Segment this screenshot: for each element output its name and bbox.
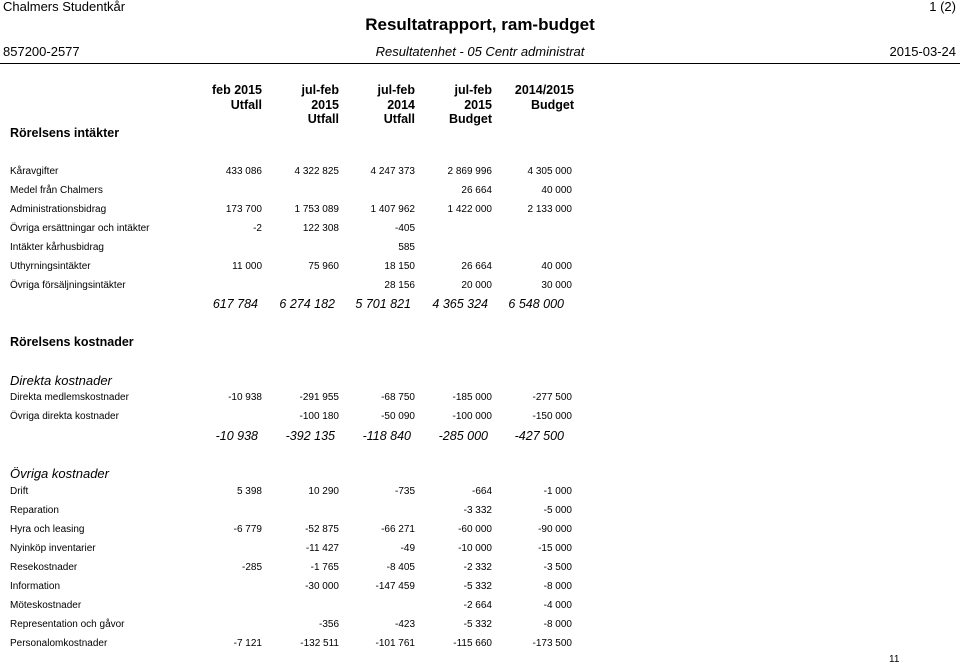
- income-cell: 2 869 996: [447, 166, 492, 177]
- section-title-costs: Rörelsens kostnader: [10, 335, 134, 349]
- other-cost-cell: -8 000: [543, 619, 572, 630]
- income-cell: 173 700: [225, 204, 262, 215]
- other-cost-cell: -15 000: [538, 543, 572, 554]
- income-cell: 26 664: [461, 261, 492, 272]
- report-title: Resultatrapport, ram-budget: [365, 15, 595, 34]
- page-indicator: 1 (2): [929, 0, 956, 14]
- other-cost-cell: 5 398: [236, 486, 262, 497]
- income-total-cell: 5 701 821: [355, 297, 411, 311]
- section-title-income: Rörelsens intäkter: [10, 126, 120, 140]
- direct-cost-row-label: Direkta medlemskostnader: [10, 392, 129, 403]
- other-cost-row-label: Representation och gåvor: [10, 619, 125, 630]
- other-cost-cell: -7 121: [233, 638, 262, 649]
- other-cost-cell: -664: [471, 486, 492, 497]
- income-cell: 1 407 962: [370, 204, 415, 215]
- other-cost-cell: -285: [241, 562, 262, 573]
- other-cost-cell: -3 332: [463, 505, 492, 516]
- income-cell: 18 150: [384, 261, 415, 272]
- income-row-label: Intäkter kårhusbidrag: [10, 242, 104, 253]
- income-cell: 1 753 089: [294, 204, 339, 215]
- column-header-1: feb 2015 Utfall: [211, 83, 262, 112]
- other-cost-cell: -10 000: [458, 543, 492, 554]
- income-cell: 20 000: [461, 280, 492, 291]
- income-cell: 40 000: [541, 261, 572, 272]
- direct-cost-row-label: Övriga direkta kostnader: [10, 411, 119, 422]
- other-cost-cell: -90 000: [538, 524, 572, 535]
- income-row-label: Övriga ersättningar och intäkter: [10, 223, 150, 234]
- income-cell: 28 156: [384, 280, 415, 291]
- income-cell: 433 086: [225, 166, 262, 177]
- other-cost-row-label: Personalomkostnader: [10, 638, 108, 649]
- other-cost-cell: -60 000: [458, 524, 492, 535]
- other-cost-cell: -5 332: [463, 581, 492, 592]
- column-header-2: jul-feb 2015 Utfall: [301, 83, 339, 126]
- other-cost-cell: -115 660: [453, 638, 492, 649]
- other-cost-cell: -101 761: [375, 638, 415, 649]
- other-cost-cell: -6 779: [233, 524, 262, 535]
- other-cost-cell: -735: [394, 486, 415, 497]
- other-cost-row-label: Möteskostnader: [10, 600, 82, 611]
- other-cost-cell: 10 290: [308, 486, 339, 497]
- income-cell: 4 305 000: [527, 166, 572, 177]
- account-number: 857200-2577: [3, 44, 80, 59]
- income-cell: 11 000: [232, 261, 262, 272]
- other-cost-cell: -8 000: [543, 581, 572, 592]
- income-cell: 75 960: [308, 261, 339, 272]
- other-cost-cell: -4 000: [543, 600, 572, 611]
- income-row-label: Kåravgifter: [10, 166, 59, 177]
- income-cell: 30 000: [541, 280, 572, 291]
- income-cell: 4 247 373: [370, 166, 415, 177]
- other-cost-cell: -173 500: [532, 638, 572, 649]
- direct-cost-cell: -185 000: [452, 392, 492, 403]
- other-cost-cell: -132 511: [300, 638, 339, 649]
- income-row-label: Övriga försäljningsintäkter: [10, 280, 126, 291]
- other-cost-cell: -147 459: [375, 581, 415, 592]
- other-cost-row-label: Hyra och leasing: [10, 524, 85, 535]
- income-total-cell: 617 784: [212, 297, 258, 311]
- other-cost-cell: -2 332: [463, 562, 492, 573]
- other-cost-cell: -1 765: [310, 562, 339, 573]
- direct-cost-total-cell: -427 500: [514, 429, 564, 443]
- other-cost-cell: -52 875: [305, 524, 339, 535]
- direct-cost-cell: -100 000: [452, 411, 492, 422]
- other-cost-cell: -8 405: [386, 562, 415, 573]
- direct-cost-cell: -291 955: [299, 392, 339, 403]
- income-cell: 1 422 000: [447, 204, 492, 215]
- column-header-3: jul-feb 2014 Utfall: [377, 83, 415, 126]
- other-cost-row-label: Resekostnader: [10, 562, 78, 573]
- income-row-label: Administrationsbidrag: [10, 204, 107, 215]
- other-cost-cell: -66 271: [381, 524, 415, 535]
- column-header-4: jul-feb 2015 Budget: [448, 83, 492, 126]
- subsection-title-other: Övriga kostnader: [10, 466, 109, 481]
- income-cell: -2: [253, 223, 262, 234]
- direct-cost-total-cell: -285 000: [438, 429, 488, 443]
- report-date: 2015-03-24: [889, 44, 956, 59]
- direct-cost-cell: -100 180: [299, 411, 339, 422]
- subsection-title-direct: Direkta kostnader: [10, 373, 112, 388]
- other-cost-cell: -1 000: [543, 486, 572, 497]
- other-cost-row-label: Reparation: [10, 505, 59, 516]
- column-header-5: 2014/2015 Budget: [514, 83, 574, 112]
- other-cost-cell: -5 000: [543, 505, 572, 516]
- other-cost-cell: -2 664: [463, 600, 492, 611]
- income-total-cell: 6 274 182: [279, 297, 335, 311]
- other-cost-cell: -5 332: [463, 619, 492, 630]
- income-total-cell: 6 548 000: [508, 297, 564, 311]
- other-cost-row-label: Drift: [10, 486, 29, 497]
- income-row-label: Medel från Chalmers: [10, 185, 103, 196]
- other-cost-cell: -3 500: [543, 562, 572, 573]
- direct-cost-total-cell: -118 840: [362, 429, 411, 443]
- direct-cost-cell: -10 938: [228, 392, 262, 403]
- page-number: 11: [889, 654, 900, 665]
- direct-cost-cell: -50 090: [381, 411, 415, 422]
- result-unit: Resultatenhet - 05 Centr administrat: [375, 44, 585, 59]
- income-cell: -405: [394, 223, 415, 234]
- income-cell: 40 000: [541, 185, 572, 196]
- income-total-cell: 4 365 324: [432, 297, 488, 311]
- direct-cost-cell: -150 000: [532, 411, 572, 422]
- income-cell: 585: [398, 242, 415, 253]
- other-cost-cell: -356: [318, 619, 339, 630]
- direct-cost-cell: -277 500: [532, 392, 572, 403]
- direct-cost-total-cell: -392 135: [285, 429, 335, 443]
- other-cost-cell: -49: [400, 543, 415, 554]
- income-cell: 122 308: [302, 223, 339, 234]
- other-cost-row-label: Information: [10, 581, 61, 592]
- other-cost-cell: -30 000: [305, 581, 339, 592]
- header-divider: [0, 63, 960, 64]
- other-cost-cell: -423: [394, 619, 415, 630]
- income-cell: 2 133 000: [527, 204, 572, 215]
- other-cost-cell: -11 427: [305, 543, 339, 554]
- income-cell: 4 322 825: [294, 166, 339, 177]
- income-cell: 26 664: [461, 185, 492, 196]
- income-row-label: Uthyrningsintäkter: [10, 261, 91, 272]
- direct-cost-cell: -68 750: [381, 392, 415, 403]
- direct-cost-total-cell: -10 938: [215, 429, 258, 443]
- other-cost-row-label: Nyinköp inventarier: [10, 543, 96, 554]
- organization-name: Chalmers Studentkår: [3, 0, 126, 14]
